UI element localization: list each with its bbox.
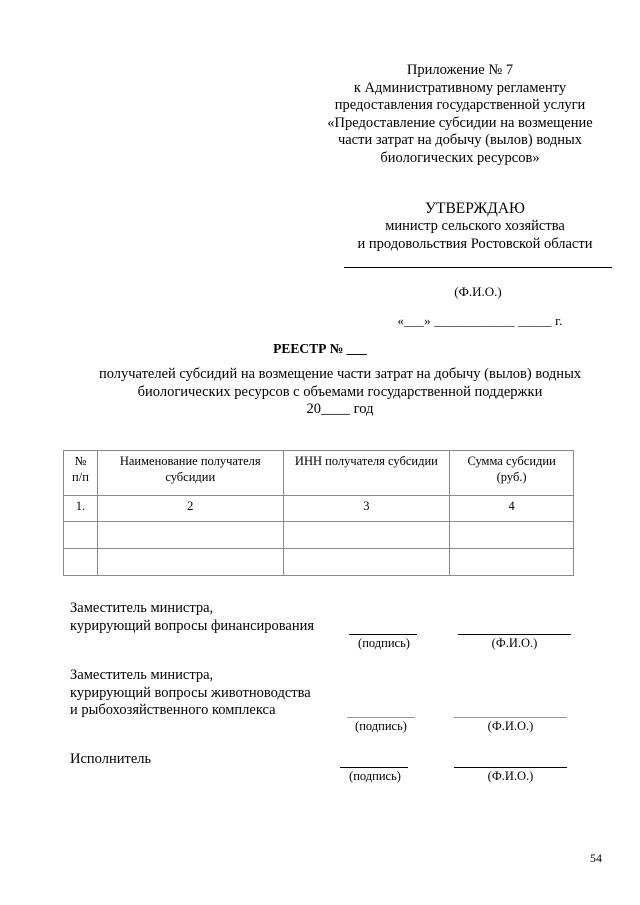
approval-fio-caption: (Ф.И.О.) <box>454 284 502 299</box>
register-subtitle-line: получателей субсидий на возмещение части затрат на добычу (вылов) водных <box>98 366 582 382</box>
table-cell <box>64 549 98 576</box>
register-table <box>63 450 574 576</box>
approval-block <box>340 200 610 253</box>
appendix-header <box>300 62 620 167</box>
table-cell <box>450 549 574 576</box>
fio-line <box>458 634 571 635</box>
table-cell <box>97 522 283 549</box>
register-subtitle <box>60 366 620 419</box>
signature-line <box>340 767 408 768</box>
fio-line <box>454 767 567 768</box>
table-cell: 3 <box>283 496 450 522</box>
table-row-column-numbers <box>64 496 574 522</box>
signature-label-line: и рыбохозяйственного комплекса <box>70 702 276 718</box>
signature-label-finance <box>70 600 314 635</box>
page-number: 54 <box>590 851 602 865</box>
signature-label-line: Исполнитель <box>70 751 152 767</box>
header-cell-inn <box>283 451 450 496</box>
appendix-line: Приложение № 7 <box>406 62 514 78</box>
header-cell-number <box>64 451 98 496</box>
fio-caption: (Ф.И.О.) <box>487 769 534 783</box>
table-row <box>64 549 574 576</box>
approval-line: и продовольствия Ростовской области <box>357 235 593 252</box>
signature-label-executor <box>70 751 151 769</box>
register-subtitle-line: 20____ год <box>306 401 374 417</box>
header-cell-sum <box>450 451 574 496</box>
table-cell: 2 <box>97 496 283 522</box>
approval-date: «___» ____________ _____ г. <box>397 313 563 328</box>
table-cell: 4 <box>450 496 574 522</box>
header-text: (руб.) <box>496 470 527 484</box>
table-cell: 1. <box>64 496 98 522</box>
signature-label-line: курирующий вопросы животноводства <box>70 684 311 701</box>
fio-caption: (Ф.И.О.) <box>487 719 534 733</box>
signature-caption: (подпись) <box>355 719 407 733</box>
approval-signature-line <box>344 267 612 268</box>
appendix-line: части затрат на добычу (вылов) водных <box>337 132 583 148</box>
signature-caption: (подпись) <box>358 636 410 650</box>
table-cell <box>450 522 574 549</box>
register-title: РЕЕСТР № ___ <box>273 341 367 356</box>
signature-label-line: курирующий вопросы финансирования <box>70 617 315 634</box>
appendix-line: к Административному регламенту <box>353 79 567 96</box>
header-text: п/п <box>72 470 89 484</box>
header-text: субсидии <box>165 470 216 484</box>
approval-line: министр сельского хозяйства <box>385 218 565 234</box>
header-text: ИНН получателя субсидии <box>294 454 438 468</box>
register-subtitle-line: биологических ресурсов с объемами государственной поддержки <box>137 383 543 400</box>
header-cell-name <box>97 451 283 496</box>
signature-line <box>347 717 415 718</box>
table-cell <box>283 522 450 549</box>
table-cell <box>64 522 98 549</box>
signature-caption: (подпись) <box>349 769 401 783</box>
fio-line <box>454 717 567 718</box>
table-cell <box>97 549 283 576</box>
header-text: Сумма субсидии <box>467 454 556 468</box>
signature-line <box>349 634 417 635</box>
table-row <box>64 522 574 549</box>
signature-label-line: Заместитель министра, <box>70 600 214 616</box>
appendix-line: биологических ресурсов» <box>380 149 540 166</box>
appendix-line: «Предоставление субсидии на возмещение <box>327 114 593 131</box>
approval-heading: УТВЕРЖДАЮ <box>425 200 525 217</box>
signature-label-line: Заместитель министра, <box>70 667 214 683</box>
appendix-line: предоставления государственной услуги <box>334 97 586 113</box>
header-text: Наименование получателя <box>119 454 261 468</box>
table-header-row <box>64 451 574 496</box>
table-cell <box>283 549 450 576</box>
header-text: № <box>74 454 87 468</box>
signature-label-livestock <box>70 667 311 720</box>
fio-caption: (Ф.И.О.) <box>491 636 538 650</box>
